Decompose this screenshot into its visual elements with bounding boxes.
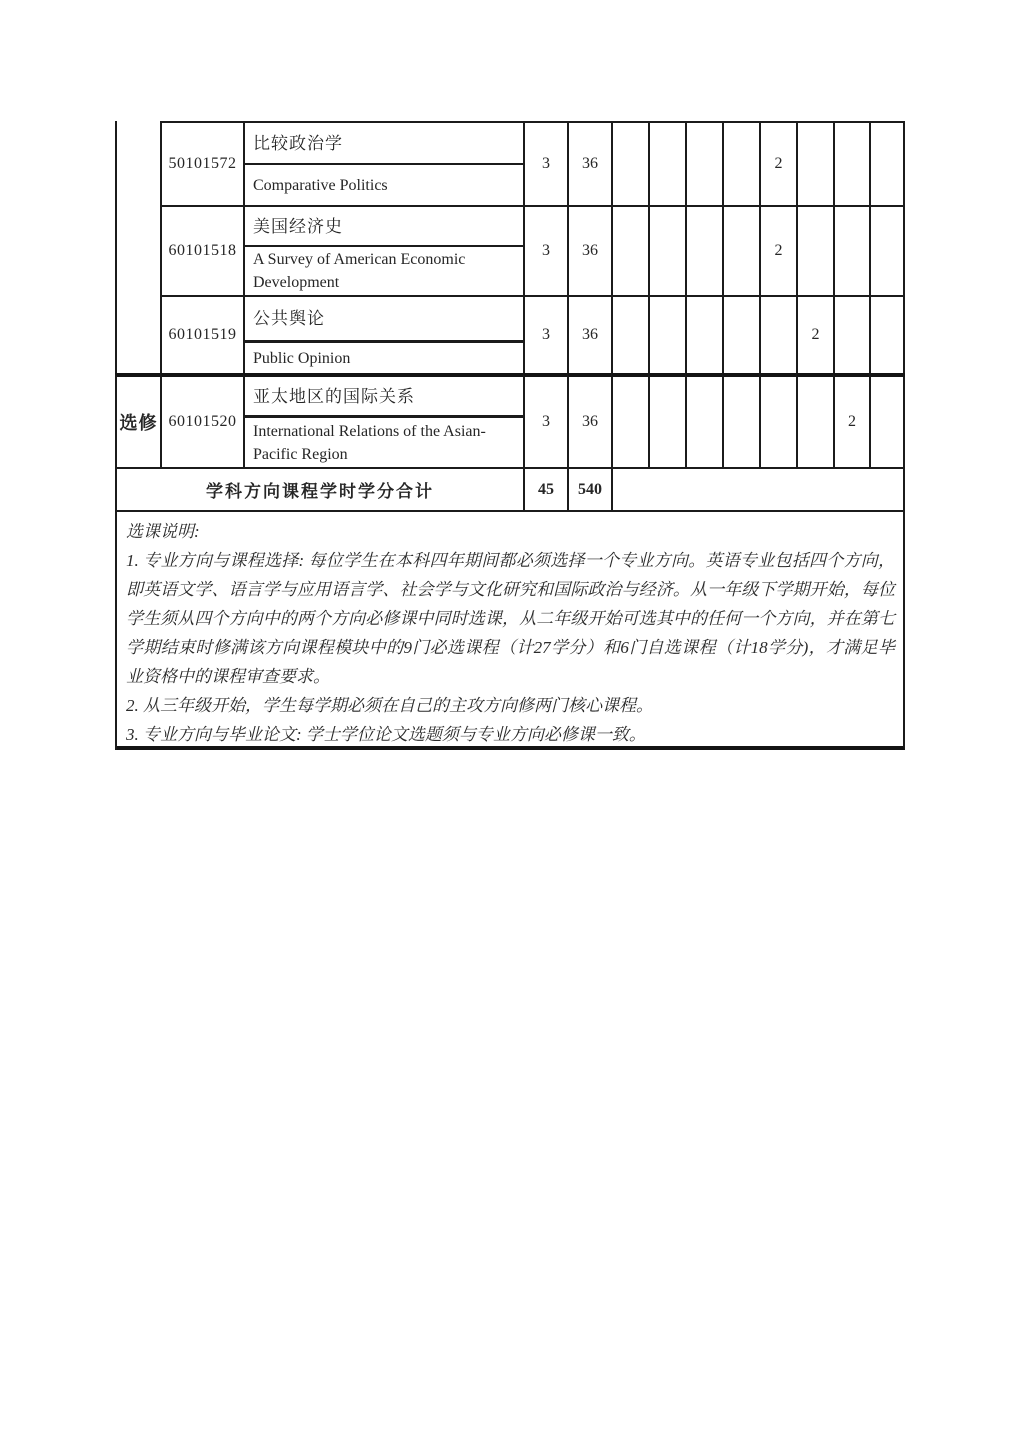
note-item-3: 3. 专业方向与毕业论文: 学士学位论文选题须与专业方向必修课一致。	[126, 725, 646, 744]
semester-cell-1	[611, 121, 648, 205]
category-cell-continued	[115, 121, 160, 373]
semester-cell-6: 2	[796, 295, 833, 373]
semester-cell-1	[611, 295, 648, 373]
course-name-en: International Relations of the Asian-Pacific Region	[243, 415, 523, 467]
semester-cell-3	[685, 295, 722, 373]
semester-cell-2	[648, 295, 685, 373]
course-name-en: Comparative Politics	[243, 163, 523, 205]
semester-cell-5	[759, 373, 796, 467]
semester-cell-5: 2	[759, 205, 796, 295]
semester-cell-5: 2	[759, 121, 796, 205]
course-code: 50101572	[160, 121, 243, 205]
semester-cell-3	[685, 205, 722, 295]
semester-cell-2	[648, 121, 685, 205]
semester-cell-8	[869, 373, 905, 467]
course-code: 60101519	[160, 295, 243, 373]
course-name-en: A Survey of American Economic Development	[243, 245, 523, 295]
semester-cell-3	[685, 373, 722, 467]
notes-title: 选课说明:	[126, 522, 200, 541]
course-code: 60101520	[160, 373, 243, 467]
credits-cell: 3	[523, 295, 567, 373]
semester-cell-8	[869, 205, 905, 295]
course-table	[115, 121, 905, 750]
course-name-cn: 公共舆论	[243, 295, 523, 340]
semester-cell-7	[833, 121, 869, 205]
semester-cell-1	[611, 205, 648, 295]
semester-cell-3	[685, 121, 722, 205]
semester-cell-4	[722, 373, 759, 467]
semester-cell-7	[833, 295, 869, 373]
note-item-2: 2. 从三年级开始，学生每学期必须在自己的主攻方向修两门核心课程。	[126, 696, 653, 715]
hours-cell: 36	[567, 205, 611, 295]
hours-cell: 36	[567, 295, 611, 373]
credits-cell: 3	[523, 121, 567, 205]
semester-cell-7: 2	[833, 373, 869, 467]
semester-cell-4	[722, 205, 759, 295]
credits-cell: 3	[523, 373, 567, 467]
semester-cell-8	[869, 295, 905, 373]
totals-hours: 540	[567, 467, 611, 510]
totals-credits: 45	[523, 467, 567, 510]
semester-cell-2	[648, 205, 685, 295]
totals-label: 学科方向课程学时学分合计	[115, 467, 523, 510]
course-name-cn: 比较政治学	[243, 121, 523, 163]
note-item-1: 1. 专业方向与课程选择: 每位学生在本科四年期间都必须选择一个专业方向。英语专业包括四个方向，即英语文学、语言学与应用语言学、社会学与文化研究和国际政治与经济。从一年级下学期开始，每位学生须从四个方向中的两个方向必修课中同时选课，从二年级开始可选其中的任何一个方向，并在第七学期结束时修满该方向课程模块中的9门必选课程（计27学分）和6门自选课程（计18学分)，才满足毕业资格中的课程审查要求。	[126, 551, 895, 686]
hours-cell: 36	[567, 373, 611, 467]
hours-cell: 36	[567, 121, 611, 205]
category-cell-elective: 选修	[115, 373, 160, 467]
credits-cell: 3	[523, 205, 567, 295]
semester-cell-6	[796, 121, 833, 205]
semester-cell-6	[796, 205, 833, 295]
semester-cell-6	[796, 373, 833, 467]
semester-cell-1	[611, 373, 648, 467]
semester-cell-5	[759, 295, 796, 373]
course-name-cn: 美国经济史	[243, 205, 523, 245]
course-code: 60101518	[160, 205, 243, 295]
semester-cell-4	[722, 121, 759, 205]
notes-box	[115, 510, 905, 750]
semester-cell-2	[648, 373, 685, 467]
semester-cell-7	[833, 205, 869, 295]
semester-cell-8	[869, 121, 905, 205]
course-name-en: Public Opinion	[243, 340, 523, 373]
semester-cell-4	[722, 295, 759, 373]
course-name-cn: 亚太地区的国际关系	[243, 373, 523, 415]
totals-semesters-empty	[611, 467, 905, 510]
